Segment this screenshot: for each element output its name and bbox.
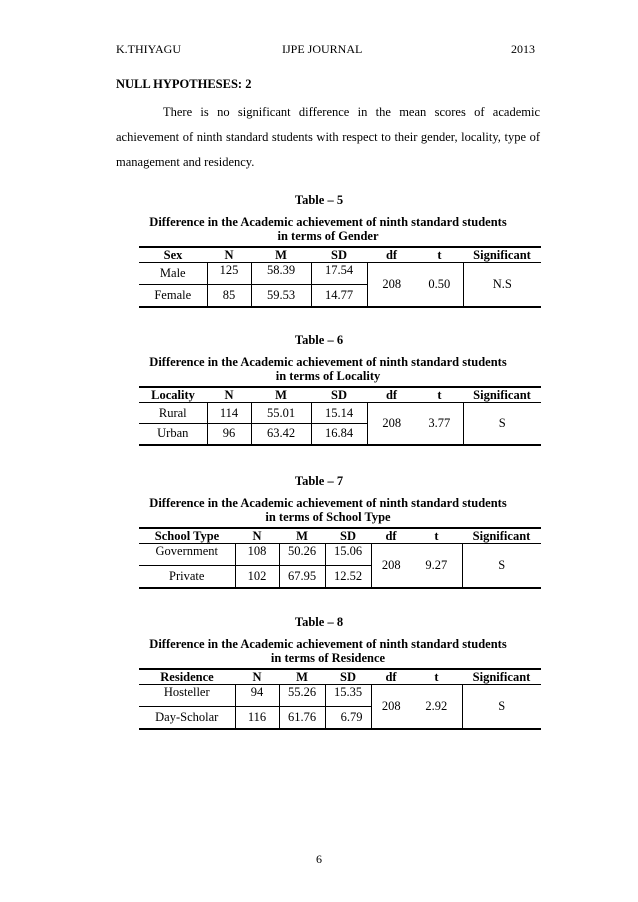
table-7-header: N [235,528,279,544]
table-cell-m: 63.42 [251,424,311,445]
table-cell-n: 102 [235,566,279,588]
table-5-caption-line1: Difference in the Academic achievement of ninth standard students [149,215,507,229]
table-5-label: Table – 5 [294,193,344,207]
table-cell-m: 59.53 [251,285,311,307]
table-5-header: N [207,247,251,263]
table-cell-sd: 6.79 [325,707,371,729]
table-8-header: df [371,669,411,685]
table-cell-significant: N.S [463,263,541,307]
table-cell-m: 55.01 [251,403,311,424]
page-number: 6 [316,852,322,866]
table-cell-df: 208 [367,263,416,307]
table-cell-m: 67.95 [279,566,325,588]
table-cell-t: 9.27 [411,544,462,588]
table-cell-sd: 12.52 [325,566,371,588]
table-7-caption [116,496,540,524]
table-7 [139,527,541,589]
table-cell-n: 94 [235,685,279,707]
table-7-caption-line2: in terms of School Type [265,510,391,524]
table-7-header: df [371,528,411,544]
table-cell-group: Rural [139,403,207,424]
table-8-header: Residence [139,669,235,685]
table-7-header: t [411,528,462,544]
table-cell-n: 116 [235,707,279,729]
table-cell-group: Female [139,285,207,307]
table-cell-df: 208 [371,685,411,729]
header-author: K.THIYAGU [116,42,181,56]
table-cell-sd: 15.35 [325,685,371,707]
table-cell-sd: 15.14 [311,403,367,424]
table-cell-n: 114 [207,403,251,424]
table-5-header: t [416,247,463,263]
table-5-header: Significant [463,247,541,263]
table-cell-df: 208 [371,544,411,588]
table-cell-m: 55.26 [279,685,325,707]
table-5-caption-line2: in terms of Gender [277,229,379,243]
table-6-header: SD [311,387,367,403]
header-year: 2013 [511,42,535,56]
table-6-label: Table – 6 [294,333,344,347]
table-cell-group: Private [139,566,235,588]
table-cell-group: Male [139,263,207,285]
table-6-header: df [367,387,416,403]
header-journal: IJPE JOURNAL [282,42,363,56]
table-cell-group: Hosteller [139,685,235,707]
table-cell-t: 0.50 [416,263,463,307]
table-row [139,544,541,566]
table-cell-sd: 14.77 [311,285,367,307]
table-cell-m: 50.26 [279,544,325,566]
table-cell-significant: S [463,403,541,445]
table-cell-significant: S [462,544,541,588]
table-7-header: M [279,528,325,544]
paragraph-text: There is no significant difference in the mean scores of academic achievement of ninth standard students with respect to their gender, locality, type of management and residency. [116,105,540,169]
hypothesis-paragraph [116,100,540,175]
section-title: NULL HYPOTHESES: 2 [116,77,252,91]
table-6-header: M [251,387,311,403]
table-6-caption [116,355,540,383]
table-8-caption-line1: Difference in the Academic achievement of ninth standard students [149,637,507,651]
table-8-header: M [279,669,325,685]
table-6-header: t [416,387,463,403]
table-row [139,403,541,424]
table-8-header: SD [325,669,371,685]
table-6-caption-line1: Difference in the Academic achievement of ninth standard students [149,355,507,369]
table-6-header: Locality [139,387,207,403]
table-cell-n: 96 [207,424,251,445]
table-6-caption-line2: in terms of Locality [275,369,381,383]
table-cell-sd: 15.06 [325,544,371,566]
table-cell-t: 3.77 [416,403,463,445]
table-8-header: t [411,669,462,685]
table-8-caption [116,637,540,665]
table-cell-group: Government [139,544,235,566]
table-8-header: N [235,669,279,685]
table-7-header: Significant [462,528,541,544]
table-8-label: Table – 8 [294,615,344,629]
table-cell-t: 2.92 [411,685,462,729]
table-row [139,263,541,285]
table-5 [139,246,541,308]
table-6-header: N [207,387,251,403]
table-5-header: M [251,247,311,263]
table-row [139,685,541,707]
table-8-caption-line2: in terms of Residence [270,651,386,665]
table-cell-group: Urban [139,424,207,445]
table-cell-sd: 17.54 [311,263,367,285]
table-7-caption-line1: Difference in the Academic achievement of ninth standard students [149,496,507,510]
table-cell-m: 58.39 [251,263,311,285]
table-7-label: Table – 7 [294,474,344,488]
table-cell-n: 125 [207,263,251,285]
table-5-header: SD [311,247,367,263]
table-6-header: Significant [463,387,541,403]
table-7-header: School Type [139,528,235,544]
table-5-caption [116,215,540,243]
table-cell-significant: S [462,685,541,729]
table-7-header: SD [325,528,371,544]
table-cell-sd: 16.84 [311,424,367,445]
table-8-header: Significant [462,669,541,685]
table-cell-group: Day-Scholar [139,707,235,729]
table-cell-n: 108 [235,544,279,566]
table-5-header: df [367,247,416,263]
table-cell-n: 85 [207,285,251,307]
table-cell-m: 61.76 [279,707,325,729]
table-6 [139,386,541,446]
table-8 [139,668,541,730]
table-cell-df: 208 [367,403,416,445]
table-5-header: Sex [139,247,207,263]
